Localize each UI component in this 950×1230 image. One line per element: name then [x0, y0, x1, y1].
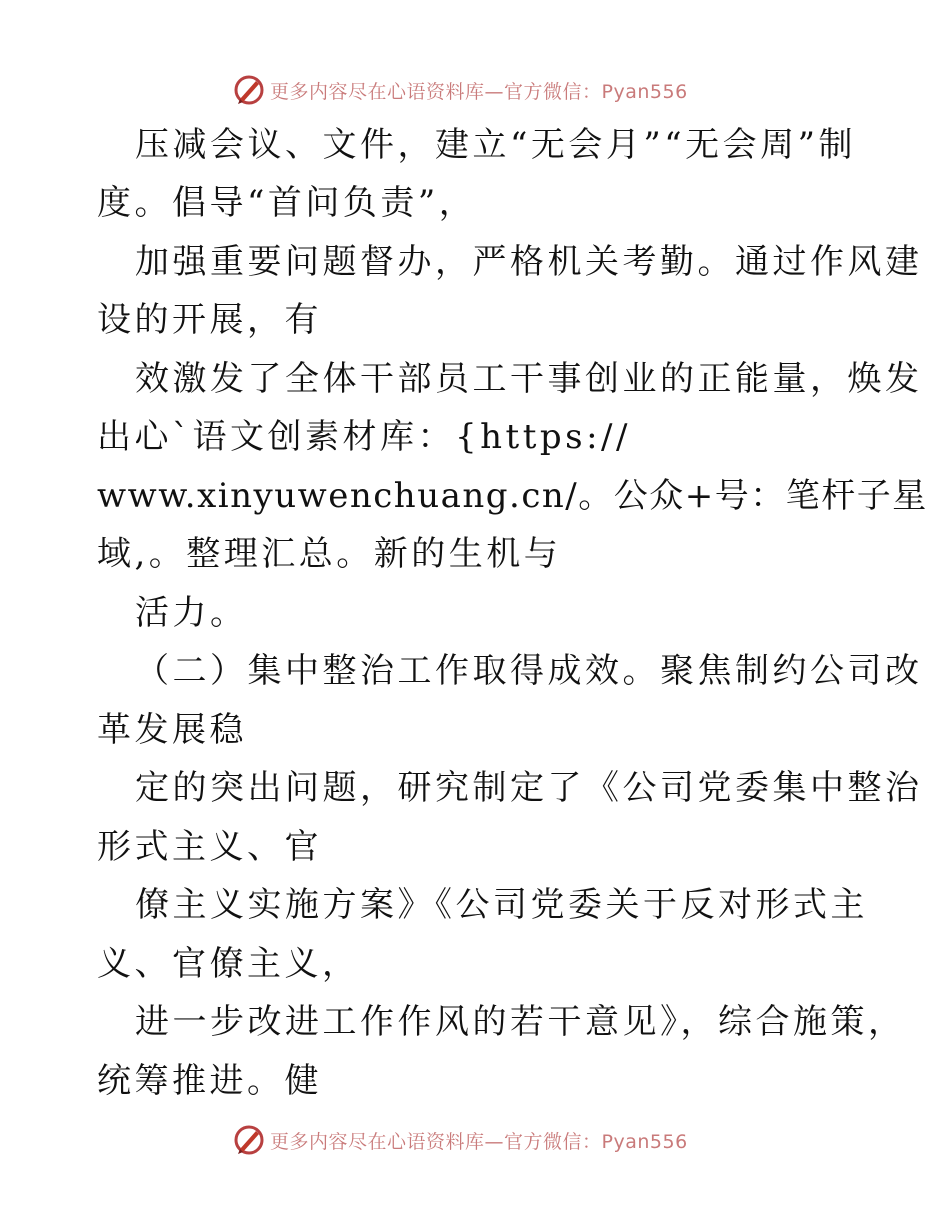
text-line: 革发展稳: [97, 710, 247, 750]
text-line: 效激发了全体干部员工干事创业的正能量，焕发: [135, 359, 923, 399]
text-line: 义、官僚主义，: [97, 944, 360, 984]
text-line: 压减会议、文件，建立“无会月”“无会周”制: [135, 125, 857, 165]
text-line: 域,。整理汇总。新的生机与: [97, 534, 562, 574]
text-line: www.xinyuwenchuang.cn/。公众+号：笔杆子星: [97, 476, 928, 516]
pen-logo-icon: [232, 73, 266, 107]
text-line: （二）集中整治工作取得成效。聚焦制约公司改: [135, 651, 923, 691]
header-watermark: [232, 70, 732, 110]
text-line: 定的突出问题，研究制定了《公司党委集中整治: [135, 768, 923, 808]
text-line: 加强重要问题督办，严格机关考勤。通过作风建: [135, 242, 923, 282]
footer-watermark-text: 更多内容尽在心语资料库—官方微信：Pyan556: [270, 1130, 688, 1153]
text-line: 形式主义、官: [97, 827, 322, 867]
text-line: 僚主义实施方案》《公司党委关于反对形式主: [135, 885, 868, 925]
text-line: 设的开展，有: [97, 300, 322, 340]
text-line: 活力。: [135, 593, 248, 633]
pen-logo-icon: [232, 1123, 266, 1157]
text-line: 度。倡导“首问负责”，: [97, 183, 477, 223]
text-line: 出心`语文创素材库：{https://: [97, 417, 631, 457]
footer-watermark: [232, 1120, 732, 1160]
header-watermark-text: 更多内容尽在心语资料库—官方微信：Pyan556: [270, 80, 688, 103]
text-line: 进一步改进工作作风的若干意见》，综合施策，: [135, 1002, 906, 1042]
text-line: 统筹推进。健: [97, 1061, 322, 1101]
